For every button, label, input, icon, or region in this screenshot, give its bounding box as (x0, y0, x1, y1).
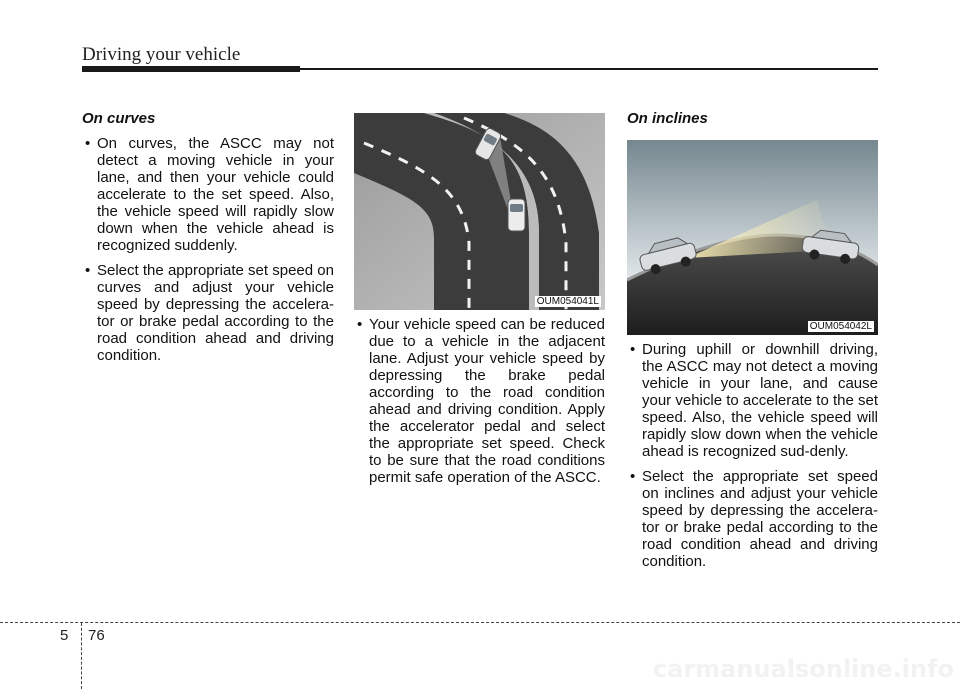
section-title-on-inclines: On inclines (627, 110, 708, 127)
adjacent-lane-bullet-list (354, 316, 605, 486)
page-header-title: Driving your vehicle (82, 44, 241, 65)
bullet-item: • During uphill or downhill driving, the ASCC may not detect a moving vehicle in your lane, and cause your vehicle to accelerate to the set speed. Also, the vehicle speed will rapidly slow down when the vehicle ahead is recognized sud-denly. (627, 341, 878, 460)
bullet-item: • On curves, the ASCC may not detect a moving vehicle in your lane, and then your vehicle could accelerate to the set speed. Also, the vehicle speed will rapidly slow down when the vehicle ahead is recognized suddenly. (82, 135, 334, 254)
inclines-bullet-list (627, 341, 878, 570)
curves-bullet-list (82, 135, 334, 364)
bullet-item: • Select the appropriate set speed on inclines and adjust your vehicle speed by depressing the accelera-tor or brake pedal according to the road condition ahead and driving condition. (627, 468, 878, 570)
bullet-item: • Select the appropriate set speed on curves and adjust your vehicle speed by depressing the accelera-tor or brake pedal according to the road condition ahead and driving condition. (82, 262, 334, 364)
middle-column (354, 316, 605, 494)
curve-road-illustration (354, 113, 605, 310)
section-title-on-curves: On curves (82, 110, 156, 127)
right-column-text (627, 341, 878, 578)
footer-divider (0, 622, 960, 623)
figure-caption: OUM054042L (809, 321, 872, 332)
right-column (627, 108, 878, 135)
page-number: 76 (88, 627, 105, 644)
watermark: carmanualsonline.info (652, 655, 954, 683)
curve-road-figure (354, 113, 605, 310)
chapter-number: 5 (60, 627, 69, 644)
header-rule (300, 68, 878, 70)
header-bar (82, 66, 300, 72)
left-column (82, 108, 334, 372)
incline-illustration (627, 140, 878, 335)
incline-figure (627, 140, 878, 335)
bullet-item: • Your vehicle speed can be reduced due to a vehicle in the adjacent lane. Adjust your vehicle speed by depressing the brake pedal according to the road condition ahead and driving condition. Apply the accelerator pedal and select the appropriate set speed. Check to be sure that the road conditions permit safe operation of the ASCC. (354, 316, 605, 486)
footer-vertical-divider (81, 623, 82, 689)
figure-caption: OUM054041L (536, 296, 599, 307)
